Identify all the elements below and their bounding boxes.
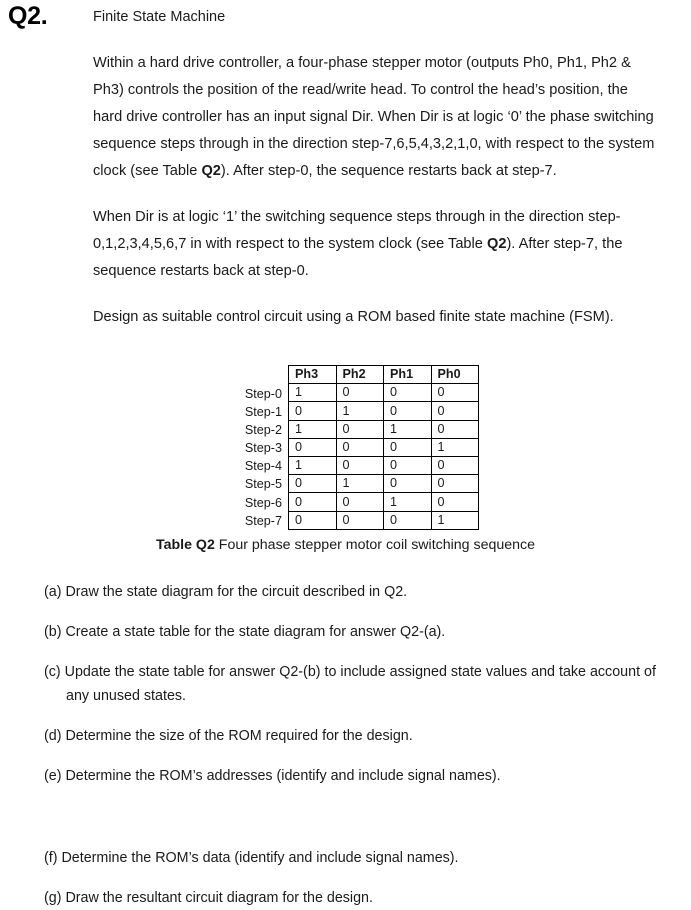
sub-question-g: (g) Draw the resultant circuit diagram for the design. [44, 890, 373, 906]
table-cell: 1 [336, 475, 384, 493]
table-cell: 0 [431, 384, 479, 402]
table-cell: 0 [431, 493, 479, 511]
table-cell: 0 [289, 438, 337, 456]
table-cell: 0 [384, 438, 432, 456]
table-cell: 0 [289, 493, 337, 511]
table-cell: 0 [384, 475, 432, 493]
table-cell: 0 [289, 511, 337, 529]
question-number: Q2. [8, 2, 48, 30]
table-cell: 0 [336, 420, 384, 438]
table-caption [0, 537, 691, 554]
paragraph-2: When Dir is at logic ‘1’ the switching sequence steps through in the direction step-0,1,2,3,4,5,6,7 in with respect to the system clock (see Table Q2). After step-7, the sequence restarts back at step-0. [93, 209, 623, 279]
table-row [289, 438, 479, 456]
sub-question-d: (d) Determine the size of the ROM required for the design. [44, 728, 413, 744]
table-cell: 1 [431, 438, 479, 456]
question-body [93, 50, 659, 331]
table-cell: 1 [289, 384, 337, 402]
table-cell: 1 [289, 456, 337, 474]
table-row [289, 511, 479, 529]
sub-question-f: (f) Determine the ROM’s data (identify and include signal names). [44, 850, 459, 866]
paragraph-3: Design as suitable control circuit using a ROM based finite state machine (FSM). [93, 309, 614, 325]
table-row-label: Step-2 [244, 422, 282, 437]
table-caption-label: Table Q2 [155, 537, 215, 553]
table-row-label: Step-4 [244, 459, 282, 474]
table-row [289, 420, 479, 438]
table-cell: 0 [289, 475, 337, 493]
table-col-header-ph3: Ph3 [289, 366, 337, 384]
phase-table-wrapper [0, 365, 691, 530]
table-caption-text: Four phase stepper motor coil switching sequence [214, 537, 536, 553]
sub-question-b: (b) Create a state table for the state diagram for answer Q2-(a). [44, 624, 446, 640]
table-cell: 1 [431, 511, 479, 529]
table-row-label: Step-0 [244, 386, 282, 401]
table-cell: 0 [431, 456, 479, 474]
table-row [289, 384, 479, 402]
table-col-header-ph0: Ph0 [431, 366, 479, 384]
table-cell: 0 [336, 511, 384, 529]
table-row [289, 475, 479, 493]
table-cell: 0 [336, 456, 384, 474]
table-col-header-ph1: Ph1 [384, 366, 432, 384]
table-cell: 0 [384, 402, 432, 420]
table-cell: 0 [336, 384, 384, 402]
table-row [289, 402, 479, 420]
table-header-row [289, 366, 479, 384]
phase-switching-table [288, 365, 479, 530]
table-row-label: Step-5 [244, 477, 282, 492]
sub-question-list [44, 580, 659, 910]
table-row-label: Step-6 [244, 495, 282, 510]
paragraph-1: Within a hard drive controller, a four-phase stepper motor (outputs Ph0, Ph1, Ph2 & Ph3) controls the position of the read/write head. To control the head’s position, the hard drive controller has an input signal Dir. When Dir is at logic ‘0’ the phase switching sequence steps through in the direction step-7,6,5,4,3,2,1,0, with respect to the system clock (see Table Q2). After step-0, the sequence restarts back at step-7. [93, 55, 655, 179]
table-cell: 0 [431, 420, 479, 438]
table-row-label: Step-1 [244, 404, 282, 419]
sub-question-e: (e) Determine the ROM’s addresses (identify and include signal names). [44, 768, 501, 784]
table-body [289, 384, 479, 530]
table-col-header-ph2: Ph2 [336, 366, 384, 384]
table-cell: 0 [431, 402, 479, 420]
table-row-label: Step-7 [244, 513, 282, 528]
table-cell: 0 [384, 456, 432, 474]
table-cell: 1 [336, 402, 384, 420]
sub-question-a: (a) Draw the state diagram for the circuit described in Q2. [44, 584, 408, 600]
table-row [289, 456, 479, 474]
question-title: Finite State Machine [93, 9, 226, 25]
table-cell: 0 [431, 475, 479, 493]
table-row-label: Step-3 [244, 441, 282, 456]
sub-question-c: (c) Update the state table for answer Q2-(b) to include assigned state values and take account of any unused states. [44, 664, 656, 704]
table-cell: 0 [289, 402, 337, 420]
table-cell: 1 [384, 493, 432, 511]
table-cell: 1 [289, 420, 337, 438]
table-cell: 0 [384, 511, 432, 529]
table-cell: 1 [384, 420, 432, 438]
table-cell: 0 [336, 438, 384, 456]
table-cell: 0 [384, 384, 432, 402]
table-cell: 0 [336, 493, 384, 511]
table-row [289, 493, 479, 511]
